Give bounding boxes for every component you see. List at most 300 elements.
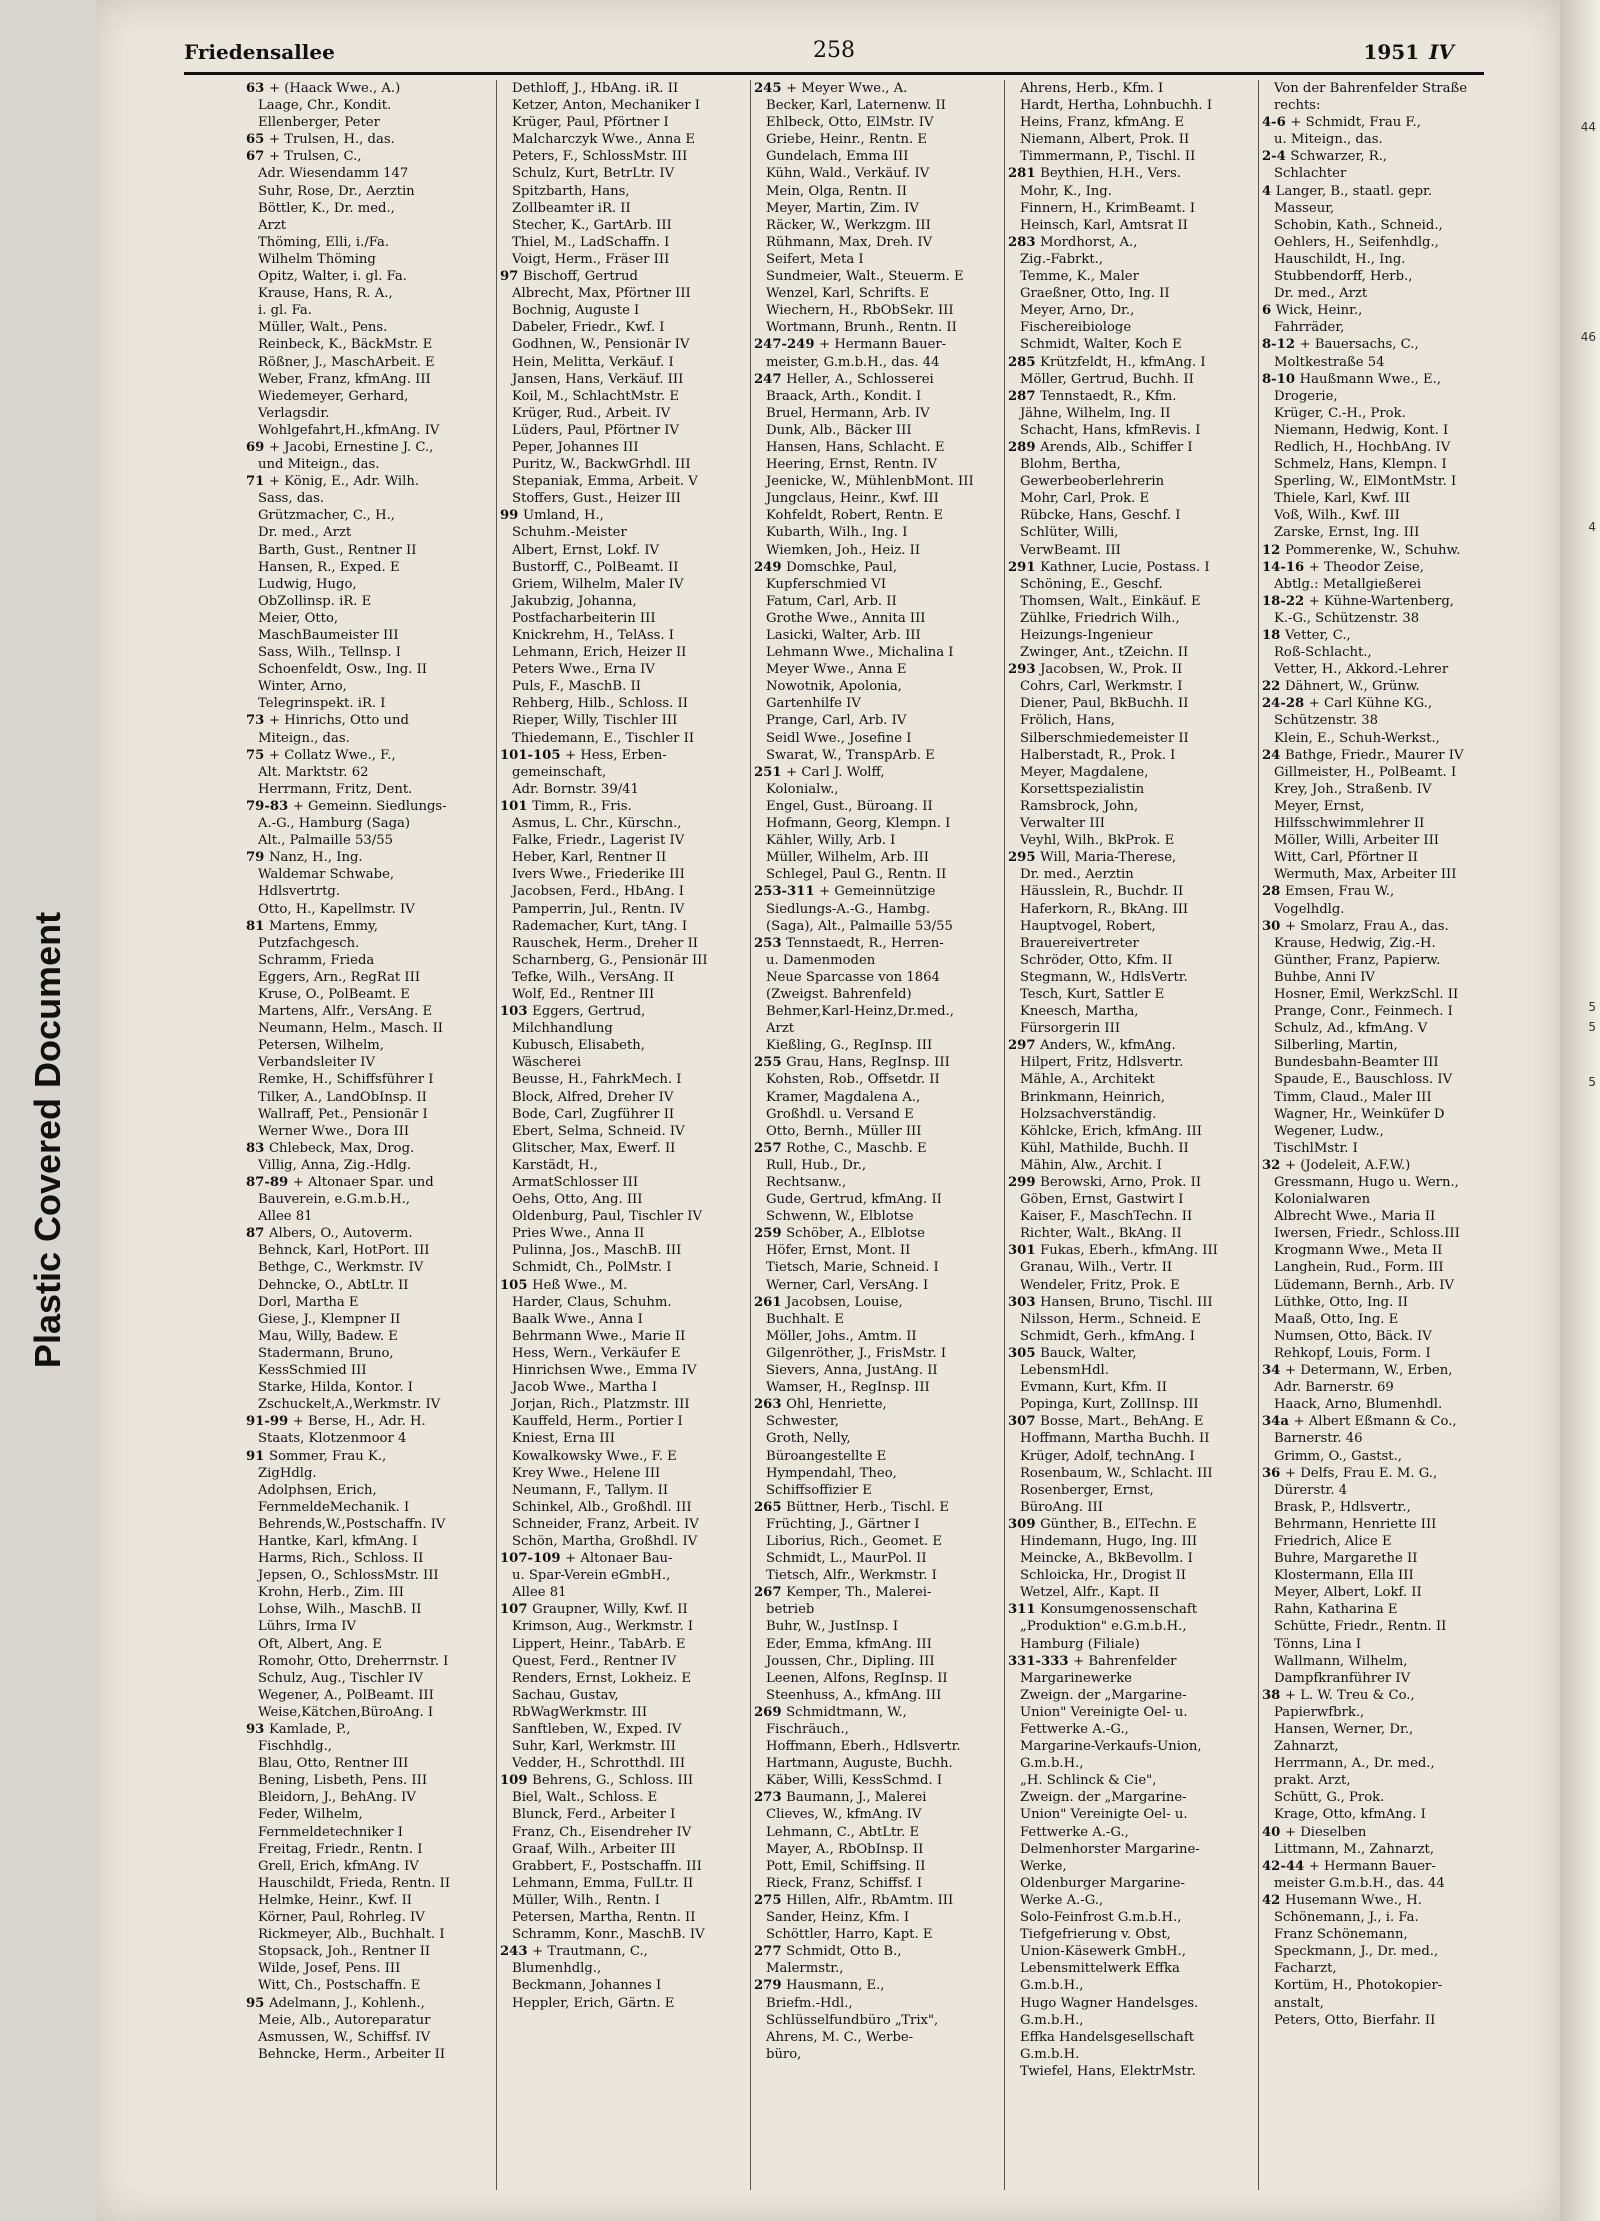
directory-column-4 [1008,80,1260,2200]
directory-entry: Adolphsen, Erich, [258,1482,377,1498]
directory-entry: Haack, Arno, Blumenhdl. [1274,1397,1443,1413]
directory-entry: 40 + Dieselben [1262,1824,1367,1840]
directory-entry: 265 Büttner, Herb., Tischl. E [754,1499,949,1515]
directory-entry: Wiechern, H., RbObSekr. III [766,303,954,319]
directory-entry: 71 + König, E., Adr. Wilh. [246,474,420,490]
edge-mark: 5 [1588,1000,1596,1014]
directory-entry: Kohfeldt, Robert, Rentn. E [766,508,944,524]
page-header [184,36,1484,75]
directory-entry: Renders, Ernst, Lokheiz. E [512,1670,691,1686]
directory-entry: Thiele, Karl, Kwf. III [1274,491,1410,507]
directory-entry: LebensmHdl. [1020,1363,1109,1379]
directory-entry: 247 Heller, A., Schlosserei [754,371,934,387]
directory-entry: Postfacharbeiterin III [512,610,656,626]
directory-entry: Witt, Ch., Postschaffn. E [258,1978,421,1994]
directory-entry: Leenen, Alfons, RegInsp. II [766,1670,948,1686]
directory-entry: Clieves, W., kfmAng. IV [766,1807,922,1823]
directory-entry: Reinbeck, K., BäckMstr. E [258,337,433,353]
directory-entry: Herrmann, Fritz, Dent. [258,781,413,797]
directory-entry: Pott, Emil, Schiffsing. II [766,1858,926,1874]
directory-entry: Lehmann Wwe., Michalina I [766,645,954,661]
directory-entry: 301 Fukas, Eberh., kfmAng. III [1008,1243,1218,1259]
directory-entry: Joussen, Chr., Dipling. III [766,1653,935,1669]
directory-entry: Böttler, K., Dr. med., [258,200,395,216]
directory-entry: Maaß, Otto, Ing. E [1274,1311,1399,1327]
directory-entry: Sander, Heinz, Kfm. I [766,1910,910,1926]
directory-entry: 105 Heß Wwe., M. [500,1277,628,1293]
directory-entry: Kortüm, H., Photokopier- [1274,1978,1443,1994]
directory-entry: Wortmann, Brunh., Rentn. II [766,320,957,336]
directory-entry: Meyer, Arno, Dr., [1020,303,1135,319]
directory-entry: Kubarth, Wilh., Ing. I [766,525,908,541]
directory-entry: 289 Arends, Alb., Schiffer I [1008,439,1193,455]
directory-entry: ObZollinsp. iR. E [258,593,372,609]
directory-entry: Zig.-Fabrkt., [1020,251,1104,267]
directory-entry: 309 Günther, B., ElTechn. E [1008,1516,1197,1532]
directory-entry: 101 Timm, R., Fris. [500,798,632,814]
directory-entry: 12 Pommerenke, W., Schuhw. [1262,542,1461,558]
directory-entry: Silberling, Martin, [1274,1038,1398,1054]
directory-entry: Oehs, Otto, Ang. III [512,1192,643,1208]
directory-entry: Schobin, Kath., Schneid., [1274,217,1443,233]
directory-entry: Nowotnik, Apolonia, [766,679,902,695]
directory-entry: Hartmann, Auguste, Buchh. [766,1756,953,1772]
directory-entry: Stopsack, Joh., Rentner II [258,1944,431,1960]
directory-entry: Heering, Ernst, Rentn. IV [766,457,937,473]
directory-entry: 243 + Trautmann, C., [500,1944,648,1960]
directory-entry: Dr. med., Aerztin [1020,867,1134,883]
directory-entry: Solo-Feinfrost G.m.b.H., [1020,1910,1182,1926]
directory-entry: Biel, Walt., Schloss. E [512,1790,658,1806]
directory-entry: Jeenicke, W., MühlenbMont. III [766,474,974,490]
directory-entry: Hilpert, Fritz, Hdlsvertr. [1020,1055,1184,1071]
directory-entry: Verbandsleiter IV [258,1055,375,1071]
directory-entry: Heber, Karl, Rentner II [512,850,667,866]
directory-entry: Siedlungs-A.-G., Hambg. [766,901,931,917]
directory-entry: Prange, Carl, Arb. IV [766,713,907,729]
directory-entry: Schloicka, Hr., Drogist II [1020,1568,1186,1584]
directory-entry: und Miteign., das. [258,457,380,473]
directory-entry: Lohse, Wilh., MaschB. II [258,1602,422,1618]
directory-entry: Thiel, M., LadSchaffn. I [512,234,670,250]
directory-entry: Fischhdlg., [258,1739,332,1755]
directory-entry: Bochnig, Auguste I [512,303,640,319]
directory-entry: Peters, Otto, Bierfahr. II [1274,2012,1436,2028]
directory-entry: Rehberg, Hilb., Schloss. II [512,696,688,712]
directory-entry: 245 + Meyer Wwe., A. [754,81,908,96]
directory-entry: Staats, Klotzenmoor 4 [258,1431,407,1447]
directory-entry: Margarinewerke [1020,1670,1132,1686]
directory-entry: Blunck, Ferd., Arbeiter I [512,1807,676,1823]
directory-entry: Rickmeyer, Alb., Buchhalt. I [258,1927,445,1943]
directory-entry: Harms, Rich., Schloss. II [258,1551,424,1567]
directory-entry: prakt. Arzt, [1274,1773,1351,1789]
directory-entry: Sundmeier, Walt., Steuerm. E [766,269,964,285]
directory-entry: Wermuth, Max, Arbeiter III [1274,867,1457,883]
directory-entry: Franz, Ch., Eisendreher IV [512,1824,692,1840]
directory-entry: Alt. Marktstr. 62 [258,764,369,780]
directory-entry: 263 Ohl, Henriette, [754,1397,887,1413]
directory-entry: Meincke, A., BkBevollm. I [1020,1551,1193,1567]
directory-entry: Weber, Franz, kfmAng. III [258,371,431,387]
directory-entry: Grothe Wwe., Annita III [766,610,926,626]
directory-entry: Harder, Claus, Schuhm. [512,1294,672,1310]
directory-entry: Wiemken, Joh., Heiz. II [766,542,921,558]
directory-entry: Wegener, Ludw., [1274,1123,1384,1139]
directory-entry: Lippert, Heinr., TabArb. E [512,1636,686,1652]
directory-entry: 18 Vetter, C., [1262,628,1351,643]
directory-entry: Brauereivertreter [1020,935,1139,951]
directory-entry: 253-311 + Gemeinnützige [754,884,936,900]
edge-mark: 5 [1588,1075,1596,1089]
directory-entry: 32 + (Jodeleit, A.F.W.) [1262,1157,1411,1173]
directory-entry: 97 Bischoff, Gertrud [500,269,638,285]
directory-entry: Hansen, Werner, Dr., [1274,1722,1414,1737]
directory-entry: Günther, Franz, Papierw. [1274,952,1441,968]
directory-entry: Heppler, Erich, Gärtn. E [512,1995,675,2011]
directory-entry: Zwinger, Ant., tZeichn. II [1020,645,1189,661]
directory-entry: meister G.m.b.H., das. 44 [1274,1875,1445,1891]
directory-entry: Neumann, F., Tallym. II [512,1482,669,1498]
directory-entry: Briefm.-Hdl., [766,1995,853,2011]
directory-entry: Finnern, H., KrimBeamt. I [1020,200,1196,216]
directory-entry: Bustorff, C., PolBeamt. II [512,559,679,575]
directory-entry: Stepaniak, Emma, Arbeit. V [512,474,698,490]
directory-entry: Schmidt, Walter, Koch E [1020,337,1182,353]
directory-entry: Sperling, W., ElMontMstr. I [1274,474,1457,490]
directory-entry: 275 Hillen, Alfr., RbAmtm. III [754,1892,954,1908]
directory-entry: Eder, Emma, kfmAng. III [766,1636,932,1652]
directory-entry: Groth, Nelly, [766,1431,851,1447]
directory-entry: Jähne, Wilhelm, Ing. II [1020,405,1171,421]
directory-entry: Hansen, R., Exped. E [258,559,400,575]
directory-entry: Miteign., das. [258,730,350,746]
directory-entry: Braack, Arth., Kondit. I [766,388,922,404]
directory-entry: Stubbendorff, Herb., [1274,269,1413,285]
directory-entry: Wegener, A., PolBeamt. III [258,1687,434,1703]
directory-entry: Mohr, Carl, Prok. E [1020,491,1150,507]
directory-entry: Buchhalt. E [766,1311,844,1327]
directory-entry: Höfer, Ernst, Mont. II [766,1243,911,1259]
directory-entry: „H. Schlinck & Cie", [1020,1773,1157,1789]
directory-entry: Schmidt, Ch., PolMstr. I [512,1260,672,1276]
directory-entry: 291 Kathner, Lucie, Postass. I [1008,559,1210,575]
directory-entry: Zollbeamter iR. II [512,200,631,216]
directory-entry: Oldenburg, Paul, Tischler IV [512,1209,702,1225]
directory-entry: büro, [766,2046,802,2062]
directory-entry: Meyer, Magdalene, [1020,764,1149,780]
directory-entry: 91-99 + Berse, H., Adr. H. [246,1414,426,1430]
directory-entry: Voß, Wilh., Kwf. III [1274,508,1400,524]
directory-entry: 79-83 + Gemeinn. Siedlungs- [246,798,447,814]
directory-entry: Schlüsselfundbüro „Trix", [766,2012,939,2028]
directory-entry: Nilsson, Herm., Schneid. E [1020,1311,1201,1327]
directory-entry: 83 Chlebeck, Max, Drog. [246,1140,415,1156]
directory-entry: 255 Grau, Hans, RegInsp. III [754,1055,950,1071]
directory-entry: Abtlg.: Metallgießerei [1274,576,1422,592]
directory-entry: 331-333 + Bahrenfelder [1008,1653,1177,1669]
directory-entry: Rosenberger, Ernst, [1020,1482,1154,1498]
directory-entry: 73 + Hinrichs, Otto und [246,713,409,729]
directory-entry: Timmermann, P., Tischl. II [1020,149,1196,165]
directory-entry: Allee 81 [258,1209,313,1225]
directory-entry: Hilfsschwimmlehrer II [1274,816,1425,832]
directory-entry: Schmelz, Hans, Klempn. I [1274,457,1447,473]
directory-entry: Fürsorgerin III [1020,1021,1121,1037]
directory-entry: Helmke, Heinr., Kwf. II [258,1892,413,1908]
directory-entry: 28 Emsen, Frau W., [1262,884,1395,900]
directory-entry: Mein, Olga, Rentn. II [766,183,907,199]
directory-entry: Hardt, Hertha, Lohnbuchh. I [1020,98,1213,114]
directory-entry: Fettwerke A.-G., [1020,1824,1129,1840]
directory-entry: Wäscherei [512,1055,582,1071]
directory-entry: Meyer, Martin, Zim. IV [766,200,919,216]
directory-entry: Veyhl, Wilh., BkProk. E [1020,833,1175,849]
next-page-edge [1560,0,1600,2221]
directory-entry: Kneesch, Martha, [1020,1004,1139,1020]
directory-entry: Dabeler, Friedr., Kwf. I [512,320,665,336]
directory-entry: Krogmann Wwe., Meta II [1274,1243,1443,1259]
directory-entry: Twiefel, Hans, ElektrMstr. [1020,2063,1196,2079]
directory-entry: Grützmacher, C., H., [258,508,395,524]
directory-entry: Asmussen, W., Schiffsf. IV [258,2029,431,2045]
directory-entry: Tefke, Wilh., VersAng. II [512,969,674,985]
directory-entry: 14-16 + Theodor Zeise, [1262,559,1424,575]
directory-entry: Tesch, Kurt, Sattler E [1020,986,1165,1002]
directory-entry: Verlagsdir. [258,405,330,421]
directory-entry: Schulz, Aug., Tischler IV [258,1670,423,1686]
directory-entry: 93 Kamlade, P., [246,1722,351,1737]
directory-entry: Feder, Wilhelm, [258,1807,363,1823]
directory-entry: KessSchmied III [258,1363,367,1379]
directory-entry: Adr. Barnerstr. 69 [1274,1380,1394,1396]
directory-entry: Hdlsvertrtg. [258,884,341,900]
directory-entry: Gilgenröther, J., FrisMstr. I [766,1345,947,1361]
directory-entry: 24-28 + Carl Kühne KG., [1262,696,1433,712]
directory-entry: Spitzbarth, Hans, [512,183,630,199]
directory-entry: Effka Handelsgesellschaft [1020,2029,1195,2045]
directory-entry: Stegmann, W., HdlsVertr. [1020,969,1188,985]
directory-entry: Jakubzig, Johanna, [512,593,637,609]
side-label-text: Plastic Covered Document [27,911,69,1369]
directory-entry: Schulz, Kurt, BetrLtr. IV [512,166,675,182]
directory-entry: Koil, M., SchlachtMstr. E [512,388,679,404]
directory-entry: Facharzt, [1274,1961,1337,1977]
directory-entry: Buhre, Margarethe II [1274,1551,1418,1567]
directory-entry: Grell, Erich, kfmAng. IV [258,1858,419,1874]
directory-entry: Müller, Wilh., Rentn. I [512,1892,660,1908]
directory-entry: Langhein, Rud., Form. III [1274,1260,1444,1276]
directory-entry: Schlegel, Paul G., Rentn. II [766,867,947,883]
directory-entry: Swarat, W., TranspArb. E [766,747,935,763]
directory-entry: 22 Dähnert, W., Grünw. [1262,679,1420,695]
directory-entry: Wallraff, Pet., Pensionär I [258,1106,428,1122]
directory-entry: Ehlbeck, Otto, ElMstr. IV [766,115,934,131]
directory-entry: Schütte, Friedr., Rentn. II [1274,1619,1447,1635]
directory-entry: Alt., Palmaille 53/55 [258,833,393,849]
directory-entry: Wiedemeyer, Gerhard, [258,388,409,404]
directory-entry: Sievers, Anna, JustAng. II [766,1363,938,1379]
directory-entry: Rahn, Katharina E [1274,1602,1398,1618]
directory-entry: Fernmeldetechniker I [258,1824,403,1840]
directory-entry: 8-12 + Bauersachs, C., [1262,337,1419,353]
directory-entry: Stecher, K., GartArb. III [512,217,672,233]
directory-entry: 293 Jacobsen, W., Prok. II [1008,662,1183,678]
directory-entry: Hindemann, Hugo, Ing. III [1020,1533,1198,1549]
directory-entry: Brask, P., Hdlsvertr., [1274,1499,1411,1515]
directory-entry: 267 Kemper, Th., Malerei- [754,1585,932,1601]
directory-entry: Stoffers, Gust., Heizer III [512,491,681,507]
directory-column-1 [246,80,498,2200]
directory-entry: Schoenfeldt, Osw., Ing. II [258,662,428,678]
directory-entry: Fatum, Carl, Arb. II [766,593,897,609]
directory-entry: 281 Beythien, H.H., Vers. [1008,166,1181,182]
directory-entry: 99 Umland, H., [500,508,604,524]
directory-entry: Albert, Ernst, Lokf. IV [512,542,660,558]
directory-entry: Schramm, Frieda [258,952,375,968]
directory-entry: Milchhandlung [512,1021,613,1037]
directory-entry: 247-249 + Hermann Bauer- [754,337,947,353]
directory-entry: Holzsachverständig. [1020,1106,1157,1122]
directory-entry: Hauschildt, H., Ing. [1274,251,1406,267]
directory-column-3 [754,80,1006,2200]
directory-entry: Meyer, Albert, Lokf. II [1274,1585,1422,1601]
directory-entry: 297 Anders, W., kfmAng. [1008,1038,1176,1054]
directory-entry: Meyer Wwe., Anna E [766,662,907,678]
directory-entry: 4 Langer, B., staatl. gepr. [1262,183,1433,199]
directory-entry: Kniest, Erna III [512,1431,615,1447]
directory-entry: Ludwig, Hugo, [258,576,357,592]
directory-entry: 249 Domschke, Paul, [754,559,898,575]
directory-entry: Weise,Kätchen,BüroAng. I [258,1704,434,1720]
directory-entry: Peters, F., SchlossMstr. III [512,149,688,165]
directory-entry: Thöming, Elli, i./Fa. [258,234,390,250]
directory-entry: Niemann, Hedwig, Kont. I [1274,422,1449,438]
directory-entry: Barnerstr. 46 [1274,1431,1363,1447]
directory-entry: Wohlgefahrt,H.,kfmAng. IV [258,422,440,438]
directory-entry: Schütt, G., Prok. [1274,1790,1385,1806]
directory-entry: Romohr, Otto, Dreherrnstr. I [258,1653,449,1669]
directory-entry: Sanftleben, W., Exped. IV [512,1722,682,1737]
directory-entry: Korsettspezialistin [1020,781,1145,797]
directory-entry: Becker, Karl, Laternenw. II [766,98,946,114]
directory-entry: Schmidt, L., MaurPol. II [766,1551,927,1567]
directory-entry: meister, G.m.b.H., das. 44 [766,354,940,370]
directory-entry: Rechtsanw., [766,1175,847,1190]
directory-entry: Delmenhorster Margarine- [1020,1841,1200,1857]
directory-entry: Bethge, C., Werkmstr. IV [258,1260,424,1276]
directory-entry: Giese, J., Klempner II [258,1311,401,1327]
directory-entry: Rieck, Franz, Schiffsf. I [766,1875,923,1891]
directory-entry: Herrmann, A., Dr. med., [1274,1756,1435,1772]
directory-entry: 79 Nanz, H., Ing. [246,850,363,866]
directory-entry: Gewerbeoberlehrerin [1020,474,1165,490]
directory-entry: i. gl. Fa. [258,303,312,319]
directory-entry: 257 Rothe, C., Maschb. E [754,1140,927,1156]
directory-entry: Schuhm.-Meister [512,525,627,541]
directory-entry: 87-89 + Altonaer Spar. und [246,1175,434,1190]
directory-entry: Cohrs, Carl, Werkmstr. I [1020,679,1183,695]
directory-entry: Wendeler, Fritz, Prok. E [1020,1277,1180,1293]
volume: IV [1429,40,1454,64]
directory-entry: ArmatSchlosser III [512,1175,639,1190]
directory-entry: Lehmann, Emma, FulLtr. II [512,1875,694,1891]
directory-entry: Fahrräder, [1274,320,1345,336]
directory-entry: Beckmann, Johannes I [512,1978,662,1994]
directory-entry: Sachau, Gustav, [512,1687,619,1703]
directory-entry: „Produktion" e.G.m.b.H., [1020,1619,1187,1635]
directory-column-5 [1262,80,1514,2200]
directory-entry: Remke, H., Schiffsführer I [258,1072,434,1088]
directory-entry: Kaiser, F., MaschTechn. II [1020,1209,1193,1225]
directory-entry: Margarine-Verkaufs-Union, [1020,1739,1202,1755]
directory-entry: Krohn, Herb., Zim. III [258,1585,404,1601]
directory-entry: Lehmann, C., AbtLtr. E [766,1824,920,1840]
directory-entry: Friedrich, Alice E [1274,1533,1392,1549]
directory-entry: Jungclaus, Heinr., Kwf. III [766,491,939,507]
directory-entry: Knickrehm, H., TelAss. I [512,628,674,643]
directory-entry: Arzt [258,217,287,233]
directory-entry: Großhdl. u. Versand E [766,1106,914,1122]
directory-entry: Iwersen, Friedr., Schloss.III [1274,1226,1460,1242]
directory-entry: 65 + Trulsen, H., das. [246,132,395,148]
directory-entry: Redlich, H., HochbAng. IV [1274,439,1451,455]
directory-entry: Göben, Ernst, Gastwirt I [1020,1192,1184,1208]
directory-entry: Gartenhilfe IV [766,696,861,712]
directory-entry: Mayer, A., RbObInsp. II [766,1841,924,1857]
directory-entry: Liborius, Rich., Geomet. E [766,1533,943,1549]
directory-entry: 34a + Albert Eßmann & Co., [1262,1414,1457,1430]
directory-entry: Popinga, Kurt, ZollInsp. III [1020,1397,1199,1413]
directory-entry: Hauschildt, Frieda, Rentn. II [258,1875,451,1891]
directory-entry: G.m.b.H., [1020,2012,1084,2028]
directory-entry: 2-4 Schwarzer, R., [1262,149,1388,165]
directory-entry: Prange, Conr., Feinmech. I [1274,1004,1453,1020]
directory-entry: Haferkorn, R., BkAng. III [1020,901,1189,917]
directory-entry: Zahnarzt, [1274,1739,1339,1755]
directory-entry: Hofmann, Georg, Klempn. I [766,816,951,832]
directory-entry: Jorjan, Rich., Platzmstr. III [512,1397,690,1413]
directory-entry: Puritz, W., BackwGrhdl. III [512,457,691,473]
directory-entry: Hoffmann, Martha Buchh. II [1020,1431,1210,1447]
directory-entry: Adr. Wiesendamm 147 [258,166,409,182]
directory-entry: Rübcke, Hans, Geschf. I [1020,508,1181,524]
directory-entry: Schacht, Hans, kfmRevis. I [1020,422,1201,438]
directory-entry: Fischereibiologe [1020,320,1132,336]
directory-entry: ZigHdlg. [258,1465,317,1481]
directory-entry: Hess, Wern., Verkäufer E [512,1345,681,1361]
directory-entry: Griebe, Heinr., Rentn. E [766,132,927,148]
directory-entry: Zschuckelt,A.,Werkmstr. IV [258,1397,441,1413]
directory-entry: Adr. Bornstr. 39/41 [512,781,639,797]
directory-entry: Möller, Johs., Amtm. II [766,1328,917,1344]
directory-entry: G.m.b.H., [1020,1756,1084,1772]
directory-entry: Zweign. der „Margarine- [1020,1790,1187,1806]
directory-entry: Voigt, Herm., Fräser III [512,251,670,267]
directory-entry: VerwBeamt. III [1020,542,1121,558]
directory-entry: Dorl, Martha E [258,1294,359,1310]
directory-entry: Schulz, Ad., kfmAng. V [1274,1021,1428,1037]
directory-entry: 67 + Trulsen, C., [246,149,362,165]
directory-entry: Heins, Franz, kfmAng. E [1020,115,1185,131]
directory-entry: Hosner, Emil, WerkzSchl. II [1274,986,1459,1002]
directory-entry: Behrends,W.,Postschaffn. IV [258,1516,446,1532]
directory-entry: Wolf, Ed., Rentner III [512,986,655,1002]
directory-entry: Oldenburger Margarine- [1020,1875,1185,1891]
directory-entry: Schön, Martha, Großhdl. IV [512,1533,698,1549]
directory-entry: Thiedemann, E., Tischler II [512,730,695,746]
directory-entry: Früchting, J., Gärtner I [766,1516,920,1532]
